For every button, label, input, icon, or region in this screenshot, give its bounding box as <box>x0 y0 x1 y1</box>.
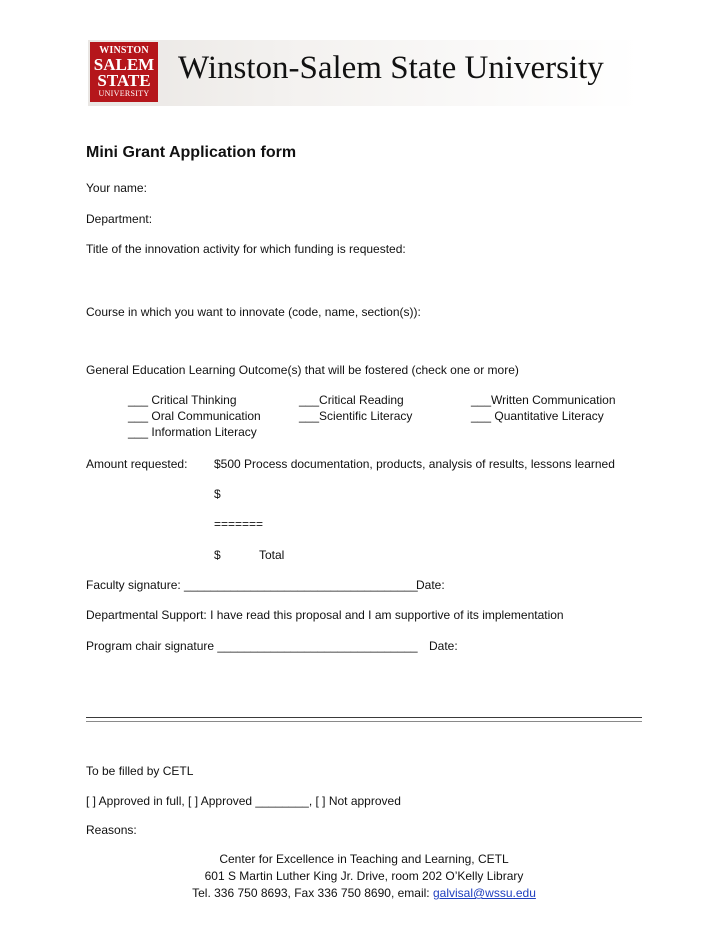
amount-line-blank: $ <box>214 487 221 501</box>
reasons-label: Reasons: <box>86 823 137 837</box>
section-divider <box>86 717 642 718</box>
amount-label: Amount requested: <box>86 457 188 471</box>
outcome-written-communication: ___Written Communication <box>471 393 616 407</box>
cetl-heading: To be filled by CETL <box>86 764 194 778</box>
university-name: Winston-Salem State University <box>178 50 604 86</box>
amount-total-symbol: $ <box>214 548 221 562</box>
logo-text-university: UNIVERSITY <box>98 89 150 98</box>
footer-phone-fax: Tel. 336 750 8693, Fax 336 750 8690, email: <box>192 886 433 900</box>
section-divider-shadow <box>86 721 642 722</box>
outcome-critical-thinking: ___ Critical Thinking <box>128 393 237 407</box>
your-name-label: Your name: <box>86 181 147 195</box>
course-label: Course in which you want to innovate (code, name, section(s)): <box>86 305 421 319</box>
logo-text-salem: SALEM <box>93 55 155 74</box>
department-label: Department: <box>86 212 153 226</box>
outcome-scientific-literacy: ___Scientific Literacy <box>299 409 413 423</box>
outcome-critical-reading: ___Critical Reading <box>299 393 404 407</box>
footer-address: 601 S Martin Luther King Jr. Drive, room 202 O’Kelly Library <box>204 869 524 883</box>
chair-signature-line: Program chair signature ______________________________ <box>86 639 418 653</box>
activity-title-label: Title of the innovation activity for which funding is requested: <box>86 242 406 256</box>
outcomes-heading: General Education Learning Outcome(s) that will be fostered (check one or more) <box>86 363 519 377</box>
outcome-information-literacy: ___ Information Literacy <box>128 425 257 439</box>
amount-separator: ======= <box>214 517 264 531</box>
approval-options: [ ] Approved in full, [ ] Approved ________, [ ] Not approved <box>86 794 401 808</box>
amount-line-500: $500 Process documentation, products, analysis of results, lessons learned <box>214 457 615 471</box>
outcome-quantitative-literacy: ___ Quantitative Literacy <box>471 409 604 423</box>
footer-center-name: Center for Excellence in Teaching and Learning, CETL <box>219 852 509 866</box>
chair-date-label: Date: <box>429 639 458 653</box>
amount-total-label: Total <box>259 548 285 562</box>
logo-text-winston: WINSTON <box>99 45 149 56</box>
email-link[interactable]: galvisal@wssu.edu <box>432 886 536 900</box>
departmental-support-statement: Departmental Support: I have read this proposal and I am supportive of its implementation <box>86 608 564 622</box>
footer-contact <box>86 886 642 900</box>
university-logo <box>90 42 158 102</box>
logo-text-state: STATE <box>97 71 151 90</box>
outcome-oral-communication: ___ Oral Communication <box>128 409 261 423</box>
form-title: Mini Grant Application form <box>86 144 297 161</box>
faculty-signature-line: Faculty signature: ___________________________________ <box>86 578 418 592</box>
faculty-date-label: Date: <box>416 578 445 592</box>
